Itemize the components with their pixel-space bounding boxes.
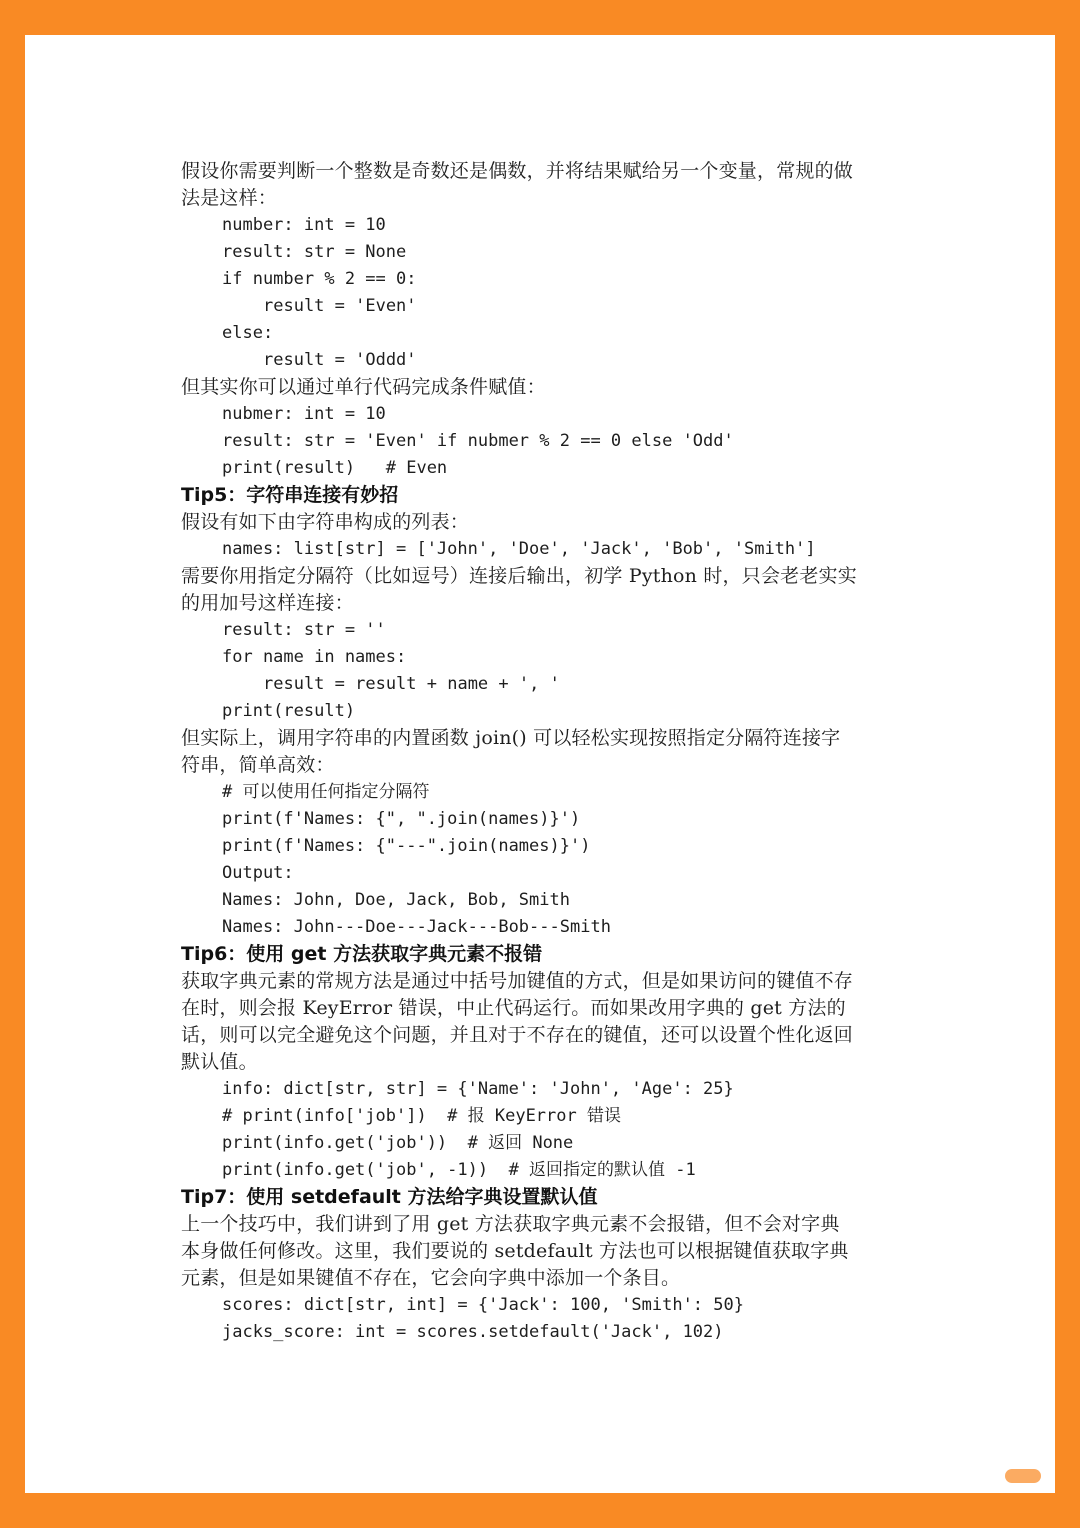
paragraph-line: 本身做任何修改。这里，我们要说的 setdefault 方法也可以根据键值获取字典 [181,1240,849,1262]
paragraph-line: 默认值。 [181,1051,258,1073]
code-line: nubmer: int = 10 [222,404,386,424]
paragraph-line: 需要你用指定分隔符（比如逗号）连接后输出，初学 Python 时，只会老老实实 [181,565,857,587]
paragraph-line: 获取字典元素的常规方法是通过中括号加键值的方式，但是如果访问的键值不存 [181,970,854,992]
paragraph-line: 但其实你可以通过单行代码完成条件赋值： [181,376,546,398]
section-heading: Tip6：使用 get 方法获取字典元素不报错 [181,943,543,965]
code-line: info: dict[str, str] = {'Name': 'John', 'Age': 25} [222,1079,734,1099]
corner-badge [1005,1469,1041,1483]
code-line: print(result) [222,701,356,721]
document-content [181,158,903,1346]
code-line: names: list[str] = ['John', 'Doe', 'Jack', 'Bob', 'Smith'] [222,539,816,559]
code-line: result: str = None [222,242,407,262]
paragraph-line: 但实际上，调用字符串的内置函数 join() 可以轻松实现按照指定分隔符连接字 [181,727,841,749]
code-line: # 可以使用任何指定分隔符 [222,782,430,802]
paragraph-line: 在时，则会报 KeyError 错误，中止代码运行。而如果改用字典的 get 方法的 [181,997,846,1019]
code-line: scores: dict[str, int] = {'Jack': 100, 'Smith': 50} [222,1295,744,1315]
code-line: number: int = 10 [222,215,386,235]
paragraph-line: 法是这样： [181,187,278,209]
paragraph-line: 假设有如下由字符串构成的列表： [181,511,470,533]
section-heading: Tip7：使用 setdefault 方法给字典设置默认值 [181,1186,598,1208]
document-page [25,35,1055,1493]
paragraph-line: 符串，简单高效： [181,754,335,776]
code-line: result = 'Even' [263,296,417,316]
code-line: result: str = '' [222,620,386,640]
code-line: Names: John---Doe---Jack---Bob---Smith [222,917,611,937]
code-line: # print(info['job']) # 报 KeyError 错误 [222,1106,621,1126]
code-line: jacks_score: int = scores.setdefault('Jack', 102) [222,1322,724,1342]
code-line: for name in names: [222,647,407,667]
code-line: result = 'Oddd' [263,350,417,370]
code-line: print(result) # Even [222,458,448,478]
code-line: Names: John, Doe, Jack, Bob, Smith [222,890,570,910]
paragraph-line: 假设你需要判断一个整数是奇数还是偶数，并将结果赋给另一个变量，常规的做 [181,160,854,182]
paragraph-line: 话，则可以完全避免这个问题，并且对于不存在的键值，还可以设置个性化返回 [181,1024,854,1046]
code-line: print(f'Names: {"---".join(names)}') [222,836,591,856]
paragraph-line: 的用加号这样连接： [181,592,354,614]
paragraph-line: 上一个技巧中，我们讲到了用 get 方法获取字典元素不会报错，但不会对字典 [181,1213,840,1235]
section-heading: Tip5：字符串连接有妙招 [181,484,399,506]
code-line: print(info.get('job')) # 返回 None [222,1133,574,1153]
code-line: if number % 2 == 0: [222,269,417,289]
code-line: result: str = 'Even' if nubmer % 2 == 0 else 'Odd' [222,431,734,451]
code-line: print(f'Names: {", ".join(names)}') [222,809,581,829]
code-line: else: [222,323,274,343]
code-line: result = result + name + ', ' [263,674,560,694]
paragraph-line: 元素，但是如果键值不存在，它会向字典中添加一个条目。 [181,1267,681,1289]
code-line: print(info.get('job', -1)) # 返回指定的默认值 -1 [222,1160,696,1180]
code-line: Output: [222,863,294,883]
